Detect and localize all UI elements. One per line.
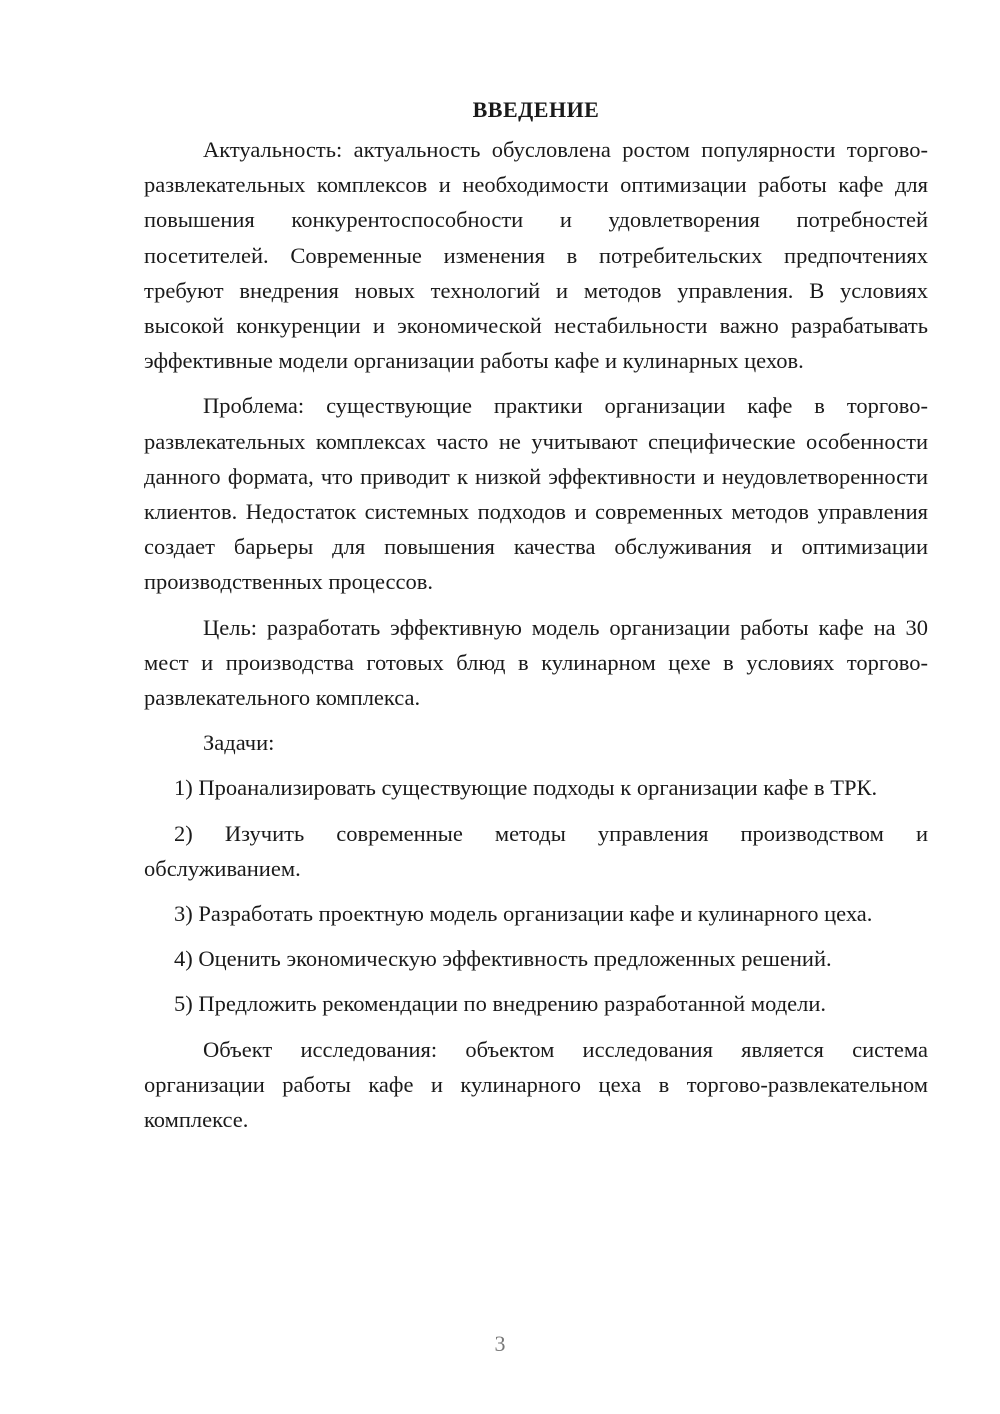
document-page [144,92,928,1147]
paragraph-problem: Проблема: существующие практики организации кафе в торгово-развлекательных комплексах часто не учитывают специфические особенности данного формата, что приводит к низкой эффективности и неудовлетворенности клиентов. Недостаток системных подходов и современных методов управления создает барьеры для повышения качества обслуживания и оптимизации производственных процессов. [144,393,928,595]
paragraph-goal: Цель: разработать эффективную модель организации работы кафе на 30 мест и производства готовых блюд в кулинарном цехе в условиях торгово-развлекательного комплекса. [144,614,928,711]
task-item-5: 5) Предложить рекомендации по внедрению разработанной модели. [174,991,827,1017]
tasks-heading: Задачи: [203,730,275,756]
task-item-2: 2) Изучить современные методы управления производством и обслуживанием. [144,820,928,881]
task-item-3: 3) Разработать проектную модель организации кафе и кулинарного цеха. [174,901,873,927]
page-number: 3 [494,1331,506,1356]
tasks-list [144,770,928,1021]
paragraph-relevance: Актуальность: актуальность обусловлена ростом популярности торгово-развлекательных комплексов и необходимости оптимизации работы кафе для повышения конкурентоспособности и удовлетворения потребностей посетителей. Современные изменения в потребительских предпочтениях требуют внедрения новых технологий и методов управления. В условиях высокой конкуренции и экономической нестабильности важно разрабатывать эффективные модели организации работы кафе и кулинарных цехов. [144,137,928,374]
paragraph-object: Объект исследования: объектом исследования является система организации работы кафе и кулинарного цеха в торгово-развлекательном комплексе. [144,1036,928,1133]
section-title: ВВЕДЕНИЕ [472,97,600,122]
task-item-1: 1) Проанализировать существующие подходы к организации кафе в ТРК. [174,775,878,801]
task-item-4: 4) Оценить экономическую эффективность предложенных решений. [174,946,832,972]
